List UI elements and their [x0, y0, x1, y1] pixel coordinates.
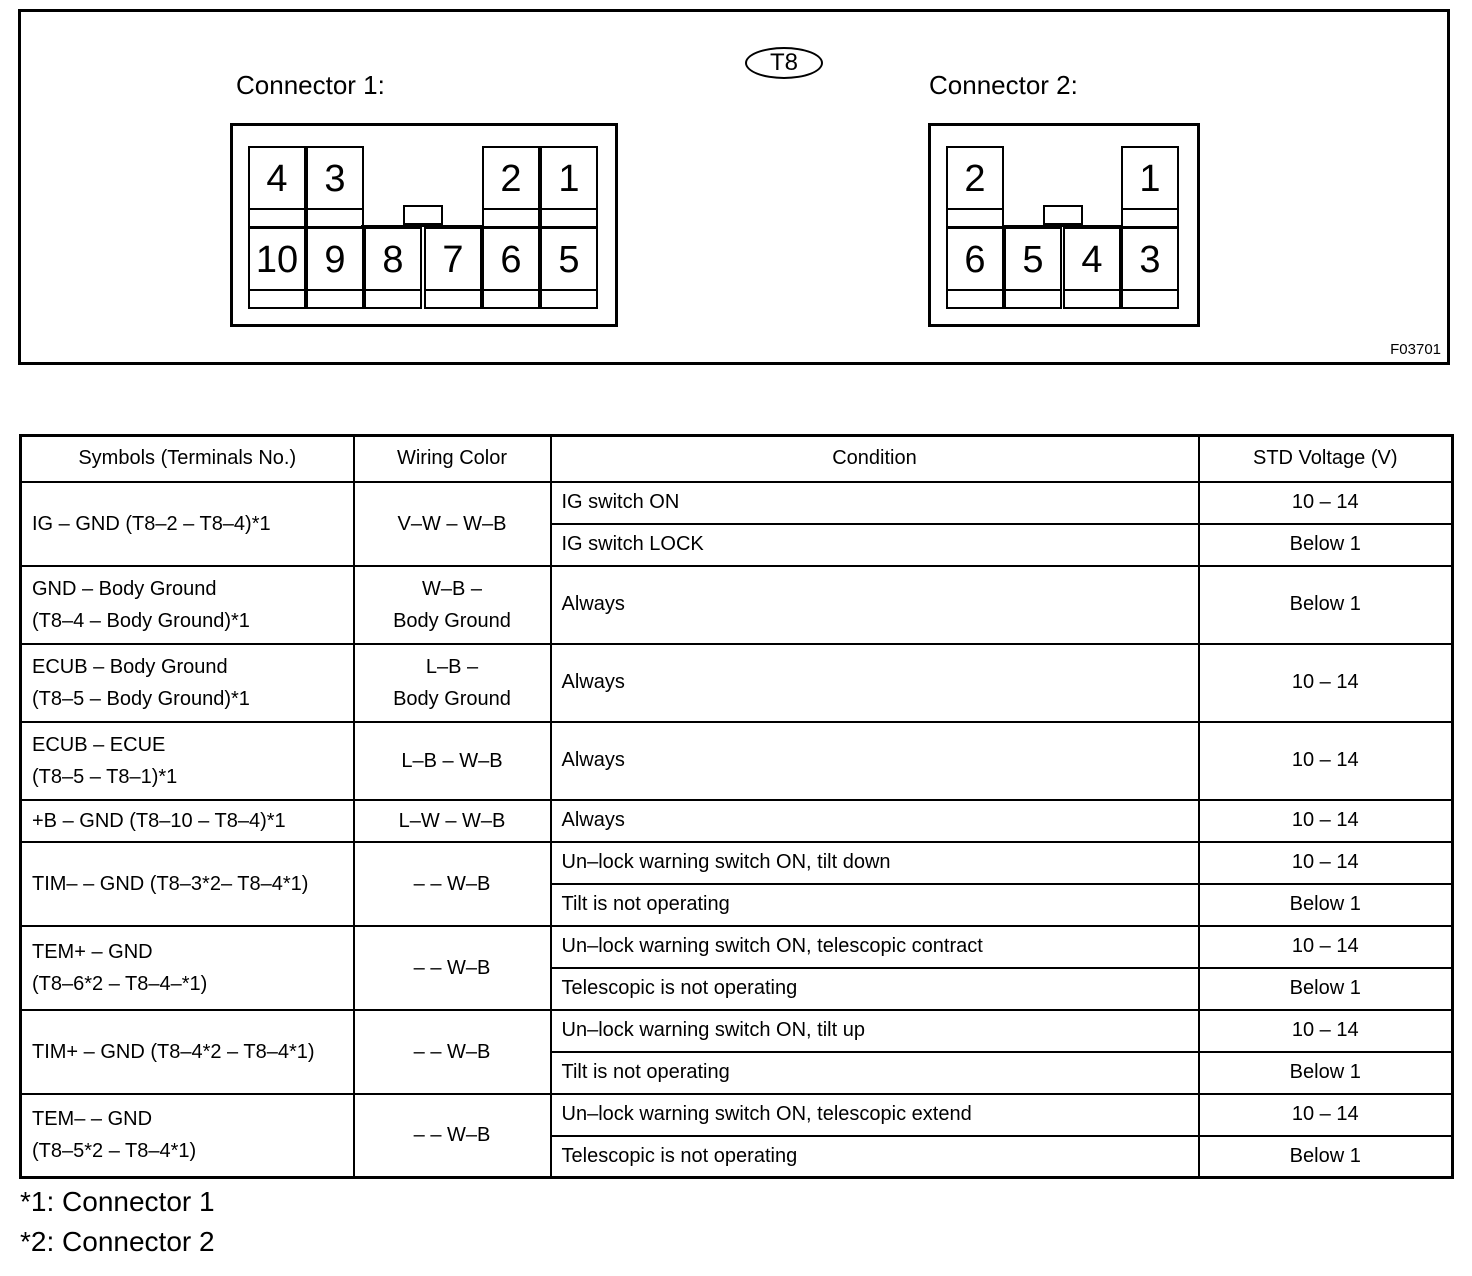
connector1-pin: 1: [540, 146, 598, 228]
connector-diagram: [18, 9, 1450, 365]
condition-cell: IG switch ON: [551, 482, 1199, 524]
connector1-pin: 9: [306, 227, 364, 309]
table-row: [21, 842, 1453, 884]
table-row: [21, 482, 1453, 524]
voltage-spec-table: [19, 434, 1454, 1179]
table-row: [21, 722, 1453, 800]
wiring-line: L–B –: [425, 655, 479, 678]
footnote: *2: Connector 2: [20, 1226, 215, 1257]
condition-cell: Always: [551, 566, 1199, 644]
wiring-color-cell: [354, 842, 551, 926]
connector1-pin: 10: [248, 227, 306, 309]
footnote: *1: Connector 1: [20, 1186, 215, 1217]
connector1-housing: [230, 123, 618, 327]
wiring-line: – – W–B: [413, 1124, 491, 1147]
condition-cell: Always: [551, 722, 1199, 800]
voltage-cell: 10 – 14: [1199, 722, 1453, 800]
connector1-pin: 7: [424, 227, 482, 309]
symbol-line: ECUB – Body Ground: [32, 655, 228, 678]
symbol-line: IG – GND (T8–2 – T8–4)*1: [32, 512, 271, 535]
symbol-cell: [21, 1010, 354, 1094]
connector2-pin: 2: [946, 146, 1004, 228]
condition-cell: Telescopic is not operating: [551, 968, 1199, 1010]
symbol-line: +B – GND (T8–10 – T8–4)*1: [32, 809, 286, 832]
condition-cell: Un–lock warning switch ON, tilt up: [551, 1010, 1199, 1052]
wiring-color-cell: [354, 800, 551, 842]
header-condition: Condition: [551, 436, 1199, 482]
condition-cell: Tilt is not operating: [551, 884, 1199, 926]
table-row: [21, 926, 1453, 968]
header-std-voltage: STD Voltage (V): [1199, 436, 1453, 482]
connector2-latch: [1043, 205, 1083, 225]
connector2-title: Connector 2:: [929, 70, 1078, 100]
voltage-cell: Below 1: [1199, 566, 1453, 644]
condition-cell: Tilt is not operating: [551, 1052, 1199, 1094]
condition-cell: Un–lock warning switch ON, telescopic extend: [551, 1094, 1199, 1136]
condition-cell: Un–lock warning switch ON, telescopic contract: [551, 926, 1199, 968]
symbol-line: (T8–5 – T8–1)*1: [32, 765, 178, 788]
table-row: [21, 1010, 1453, 1052]
symbol-line: (T8–4 – Body Ground)*1: [32, 609, 250, 632]
connector1-latch: [403, 205, 443, 225]
connector1-pin: 3: [306, 146, 364, 228]
voltage-cell: Below 1: [1199, 884, 1453, 926]
footnotes: [20, 1182, 215, 1262]
connector1-pin: 5: [540, 227, 598, 309]
connector2-pin: 5: [1004, 227, 1062, 309]
connector1-pin: 4: [248, 146, 306, 228]
symbol-line: GND – Body Ground: [32, 577, 217, 600]
wiring-color-cell: [354, 644, 551, 722]
connector2-pin: 4: [1063, 227, 1121, 309]
wiring-color-cell: [354, 566, 551, 644]
symbol-cell: [21, 722, 354, 800]
condition-cell: Telescopic is not operating: [551, 1136, 1199, 1178]
symbol-cell: [21, 482, 354, 566]
wiring-line: L–B – W–B: [401, 749, 503, 772]
table-row: [21, 566, 1453, 644]
voltage-cell: 10 – 14: [1199, 800, 1453, 842]
wiring-line: – – W–B: [413, 872, 491, 895]
connector2-pin: 1: [1121, 146, 1179, 228]
table-row: [21, 1094, 1453, 1136]
wiring-color-cell: [354, 1094, 551, 1178]
symbol-cell: [21, 800, 354, 842]
symbol-cell: [21, 842, 354, 926]
wiring-color-cell: [354, 722, 551, 800]
voltage-cell: Below 1: [1199, 1136, 1453, 1178]
wiring-line: V–W – W–B: [397, 512, 507, 535]
wiring-line: Body Ground: [393, 687, 511, 710]
symbol-line: TEM– – GND: [32, 1108, 153, 1131]
symbol-cell: [21, 1094, 354, 1178]
wiring-line: L–W – W–B: [398, 809, 506, 832]
table-row: [21, 800, 1453, 842]
symbol-line: TIM+ – GND (T8–4*2 – T8–4*1): [32, 1040, 315, 1063]
connector2-housing: [928, 123, 1200, 327]
symbol-cell: [21, 566, 354, 644]
wiring-line: – – W–B: [413, 956, 491, 979]
condition-cell: IG switch LOCK: [551, 524, 1199, 566]
symbol-line: TIM– – GND (T8–3*2– T8–4*1): [32, 872, 309, 895]
condition-cell: Un–lock warning switch ON, tilt down: [551, 842, 1199, 884]
connector1-title: Connector 1:: [236, 70, 385, 100]
symbol-line: (T8–5 – Body Ground)*1: [32, 687, 250, 710]
symbol-cell: [21, 926, 354, 1010]
header-symbols: Symbols (Terminals No.): [21, 436, 354, 482]
wiring-line: Body Ground: [393, 609, 511, 632]
symbol-cell: [21, 644, 354, 722]
voltage-cell: Below 1: [1199, 968, 1453, 1010]
connector1-pin: 8: [364, 227, 422, 309]
voltage-cell: Below 1: [1199, 1052, 1453, 1094]
wiring-line: W–B –: [421, 577, 483, 600]
wiring-color-cell: [354, 1010, 551, 1094]
header-wiring-color: Wiring Color: [354, 436, 551, 482]
voltage-cell: 10 – 14: [1199, 1094, 1453, 1136]
voltage-cell: 10 – 14: [1199, 644, 1453, 722]
wiring-line: – – W–B: [413, 1040, 491, 1063]
wiring-color-cell: [354, 926, 551, 1010]
wiring-color-cell: [354, 482, 551, 566]
figure-id: F03701: [1390, 341, 1441, 358]
voltage-cell: 10 – 14: [1199, 482, 1453, 524]
table-row: [21, 644, 1453, 722]
voltage-cell: 10 – 14: [1199, 926, 1453, 968]
voltage-cell: Below 1: [1199, 524, 1453, 566]
symbol-line: ECUB – ECUE: [32, 733, 166, 756]
connector1-pin: 2: [482, 146, 540, 228]
symbol-line: (T8–6*2 – T8–4–*1): [32, 972, 208, 995]
voltage-cell: 10 – 14: [1199, 842, 1453, 884]
condition-cell: Always: [551, 800, 1199, 842]
table-header-row: [21, 436, 1453, 482]
symbol-line: TEM+ – GND: [32, 940, 153, 963]
voltage-cell: 10 – 14: [1199, 1010, 1453, 1052]
connector1-pin: 6: [482, 227, 540, 309]
symbol-line: (T8–5*2 – T8–4*1): [32, 1140, 197, 1163]
t8-badge: T8: [745, 47, 823, 79]
connector2-pin: 6: [946, 227, 1004, 309]
condition-cell: Always: [551, 644, 1199, 722]
connector2-pin: 3: [1121, 227, 1179, 309]
